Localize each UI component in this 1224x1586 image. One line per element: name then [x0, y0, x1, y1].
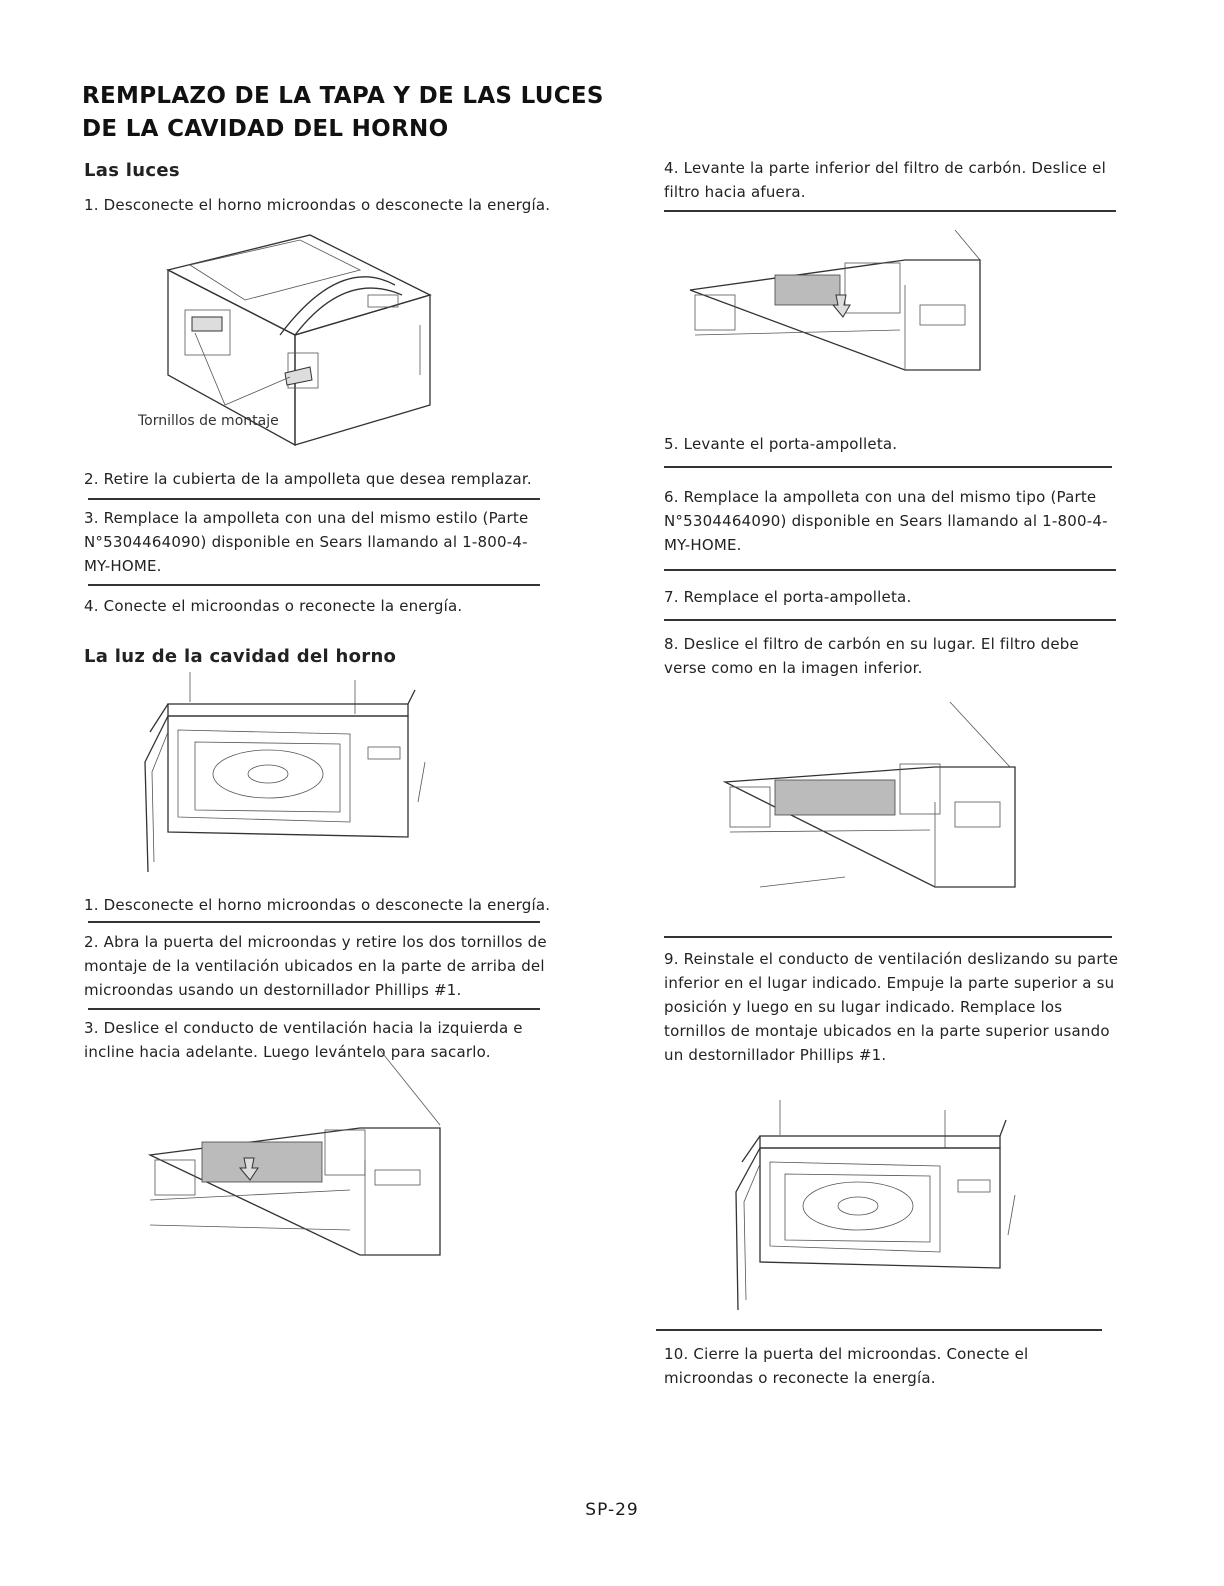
charcoal-filter-installed-illustration	[725, 702, 1020, 892]
divider	[88, 498, 540, 500]
cavity-step-1: 1. Desconecte el horno microondas o desconecte la energía.	[84, 896, 551, 914]
page-number: SP-29	[585, 1500, 639, 1520]
right-step-10: 10. Cierre la puerta del microondas. Conecte el microondas o reconecte la energía.	[664, 1345, 1029, 1387]
section-heading-lights: Las luces	[84, 160, 180, 181]
vent-removal-illustration	[150, 1050, 450, 1255]
divider	[88, 584, 540, 586]
divider	[664, 466, 1112, 468]
right-step-7: 7. Remplace el porta-ampolleta.	[664, 588, 912, 606]
lights-step-2: 2. Retire la cubierta de la ampolleta que desea remplazar.	[84, 470, 532, 488]
right-step-9: 9. Reinstale el conducto de ventilación deslizando su parte inferior en el lugar indicado. Empuje la parte superior a su posición y luego en su lugar indicado. Remplace los tornillos de montaje ubicados en la parte superior usando un destornillador Phillips #1.	[664, 950, 1119, 1064]
mounting-screws-caption: Tornillos de montaje	[138, 413, 279, 429]
page-title	[82, 80, 642, 146]
right-step-8: 8. Deslice el filtro de carbón en su lugar. El filtro debe verse como en la imagen inferior.	[664, 635, 1079, 677]
microwave-cavity-illustration	[140, 672, 430, 887]
microwave-lights-illustration	[130, 225, 450, 450]
vent-reinstall-illustration	[730, 1100, 1020, 1315]
section-heading-cavity-light: La luz de la cavidad del horno	[84, 646, 397, 667]
page-title-line-2: DE LA CAVIDAD DEL HORNO	[82, 116, 449, 142]
divider	[664, 569, 1116, 571]
right-step-6: 6. Remplace la ampolleta con una del mismo tipo (Parte N°5304464090) disponible en Sears llamando al 1-800-4-MY-HOME.	[664, 488, 1108, 554]
divider	[664, 210, 1116, 212]
divider	[656, 1329, 1102, 1331]
divider	[664, 936, 1112, 938]
lights-step-3: 3. Remplace la ampolleta con una del mismo estilo (Parte N°5304464090) disponible en Sears llamando al 1-800-4-MY-HOME.	[84, 509, 529, 575]
divider	[664, 619, 1116, 621]
cavity-step-2: 2. Abra la puerta del microondas y retire los dos tornillos de montaje de la ventilación ubicados en la parte de arriba del microondas usando un destornillador Phillips #1.	[84, 933, 547, 999]
charcoal-filter-removal-illustration	[690, 225, 990, 375]
divider	[88, 921, 540, 923]
page-title-line-1: REMPLAZO DE LA TAPA Y DE LAS LUCES	[82, 83, 604, 109]
right-step-4: 4. Levante la parte inferior del filtro de carbón. Deslice el filtro hacia afuera.	[664, 159, 1106, 201]
right-step-5: 5. Levante el porta-ampolleta.	[664, 435, 898, 453]
divider	[88, 1008, 540, 1010]
cavity-step-3: 3. Deslice el conducto de ventilación hacia la izquierda e incline hacia adelante. Luego levántelo para sacarlo.	[84, 1019, 523, 1061]
lights-step-4: 4. Conecte el microondas o reconecte la energía.	[84, 597, 463, 615]
lights-step-1: 1. Desconecte el horno microondas o desconecte la energía.	[84, 196, 551, 214]
